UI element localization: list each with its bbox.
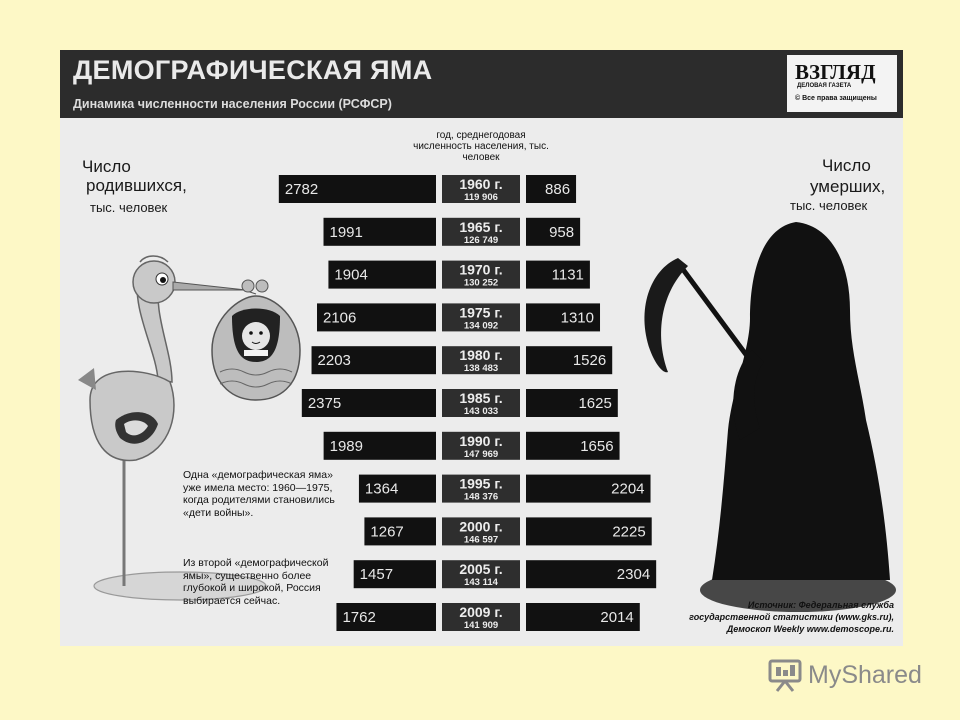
births-value-label: 1457 xyxy=(359,566,394,584)
note-second-pit: Из второй «демографической ямы», существенно более глубокой и широкой, Россия выбирается сейчас. xyxy=(183,557,329,607)
deaths-value-label: 1131 xyxy=(551,266,584,284)
population-label: 143 114 xyxy=(464,577,498,589)
population-label: 143 033 xyxy=(463,406,499,417)
deaths-value-label: 2204 xyxy=(611,480,645,498)
births-value-label: 2106 xyxy=(323,309,357,327)
year-label: 1980 г. xyxy=(459,347,503,364)
births-value-label: 1991 xyxy=(329,223,363,241)
year-label: 2000 г. xyxy=(459,518,503,535)
year-label: 1995 г. xyxy=(459,475,503,492)
year-label: 2009 г. xyxy=(459,604,503,620)
source-line-3: Демоскоп Weekly www.demoscope.ru. xyxy=(726,624,894,634)
births-value-label: 1267 xyxy=(370,523,404,541)
population-label: 147 969 xyxy=(463,448,499,460)
presentation-board-icon xyxy=(767,657,803,693)
year-label: 2005 г. xyxy=(459,561,503,578)
births-label-line1: Число xyxy=(82,157,131,176)
year-label: 1985 г. xyxy=(459,390,503,406)
source-line-2: государственной статистики (www.gks.ru), xyxy=(689,612,894,622)
births-value-label: 2782 xyxy=(284,181,319,198)
deaths-value-label: 2014 xyxy=(600,609,634,626)
center-column-header: год, среднегодовая численность населения, тыс. человек xyxy=(413,130,549,163)
year-label: 1970 г. xyxy=(459,261,503,278)
deaths-value-label: 2304 xyxy=(616,566,651,584)
source-citation xyxy=(680,599,894,635)
year-label: 1965 г. xyxy=(459,218,503,235)
deaths-label-line2: умерших, xyxy=(810,177,886,196)
deaths-value-label: 1310 xyxy=(560,309,595,327)
deaths-value-label: 2225 xyxy=(612,523,646,541)
population-label: 119 906 xyxy=(464,192,498,203)
population-label: 146 597 xyxy=(463,534,499,546)
population-label: 130 252 xyxy=(463,277,499,289)
logo-name: ВЗГЛЯД xyxy=(795,60,876,84)
logo-rights: © Все права защищены xyxy=(795,95,877,102)
page-title: ДЕМОГРАФИЧЕСКАЯ ЯМА xyxy=(73,55,433,85)
births-value-label: 1762 xyxy=(342,609,376,626)
infographic-panel xyxy=(60,50,903,646)
population-label: 134 092 xyxy=(463,320,499,332)
deaths-value-label: 1526 xyxy=(572,352,607,370)
births-value-label: 1989 xyxy=(329,437,363,455)
births-label-line2: родившихся, xyxy=(86,176,187,195)
births-unit: тыс. человек xyxy=(90,200,168,215)
births-value-label: 2375 xyxy=(307,395,342,412)
births-value-label: 2203 xyxy=(317,352,351,370)
deaths-value-label: 958 xyxy=(549,223,575,241)
logo-tagline: ДЕЛОВАЯ ГАЗЕТА xyxy=(797,83,852,89)
deaths-value-label: 886 xyxy=(545,181,571,198)
births-value-label: 1364 xyxy=(364,480,399,498)
watermark-text: MyShared xyxy=(808,661,922,689)
year-label: 1960 г. xyxy=(459,176,503,192)
year-label: 1975 г. xyxy=(459,304,503,321)
source-line-1: Источник: Федеральная служба xyxy=(747,600,894,610)
population-label: 148 376 xyxy=(463,491,499,503)
note-first-pit: Одна «демографическая яма» уже имела место: 1960—1975, когда родителями становились «дети войны». xyxy=(183,469,335,519)
deaths-unit: тыс. человек xyxy=(790,198,868,213)
deaths-label-line1: Число xyxy=(822,156,871,175)
deaths-value-label: 1625 xyxy=(578,395,612,412)
population-label: 126 749 xyxy=(463,234,499,246)
deaths-value-label: 1656 xyxy=(580,437,614,455)
population-label: 138 483 xyxy=(463,363,499,375)
page-subtitle: Динамика численности населения России (РСФСР) xyxy=(73,97,392,111)
births-value-label: 1904 xyxy=(334,266,368,284)
population-label: 141 909 xyxy=(463,620,499,631)
year-label: 1990 г. xyxy=(459,432,503,449)
